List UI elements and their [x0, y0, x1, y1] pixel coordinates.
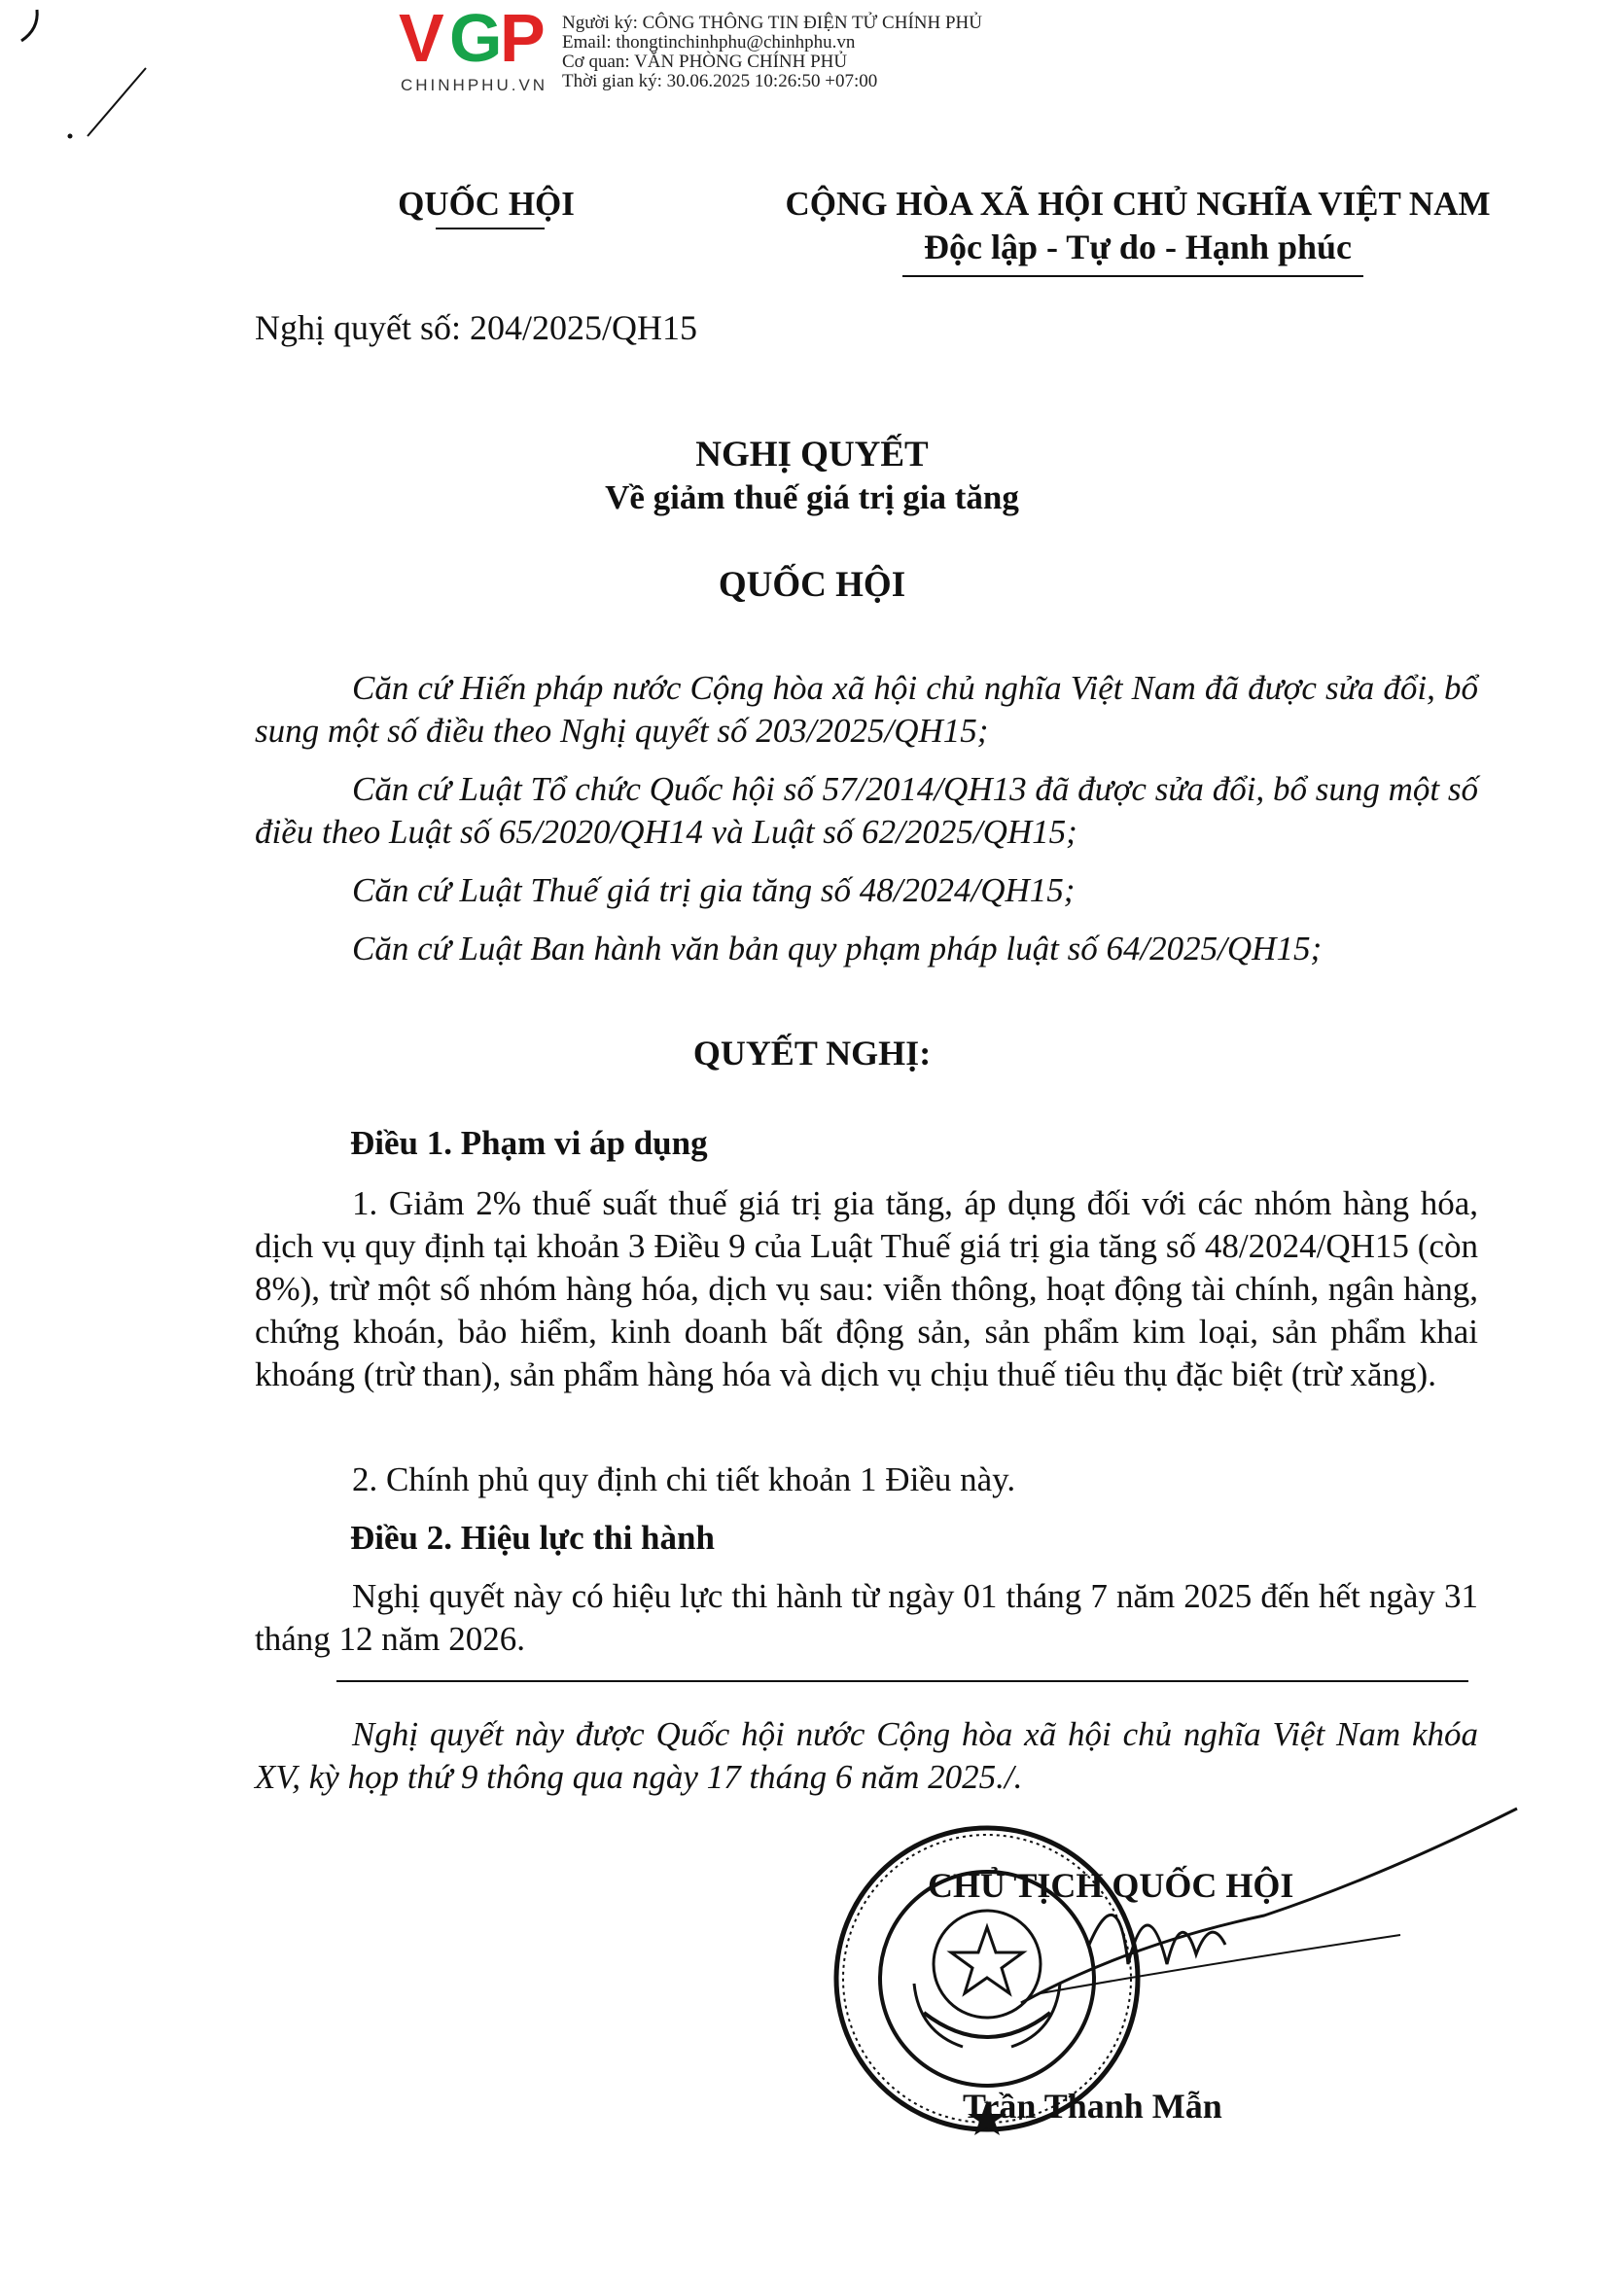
motto-underline	[902, 275, 1363, 277]
article-paragraph: Nghị quyết này có hiệu lực thi hành từ ngày 01 tháng 7 năm 2025 đến hết ngày 31 tháng 12 năm 2026.	[255, 1577, 1478, 1658]
article-heading: Điều 2. Hiệu lực thi hành	[350, 1519, 715, 1557]
preamble-item: Căn cứ Luật Tổ chức Quốc hội số 57/2014/QH13 đã được sửa đổi, bổ sung một số điều theo Luật số 65/2020/QH14 và Luật số 62/2025/QH15;	[255, 770, 1478, 851]
issuing-body: QUỐC HỘI	[718, 565, 906, 605]
vgp-logo-letter: V	[399, 0, 444, 76]
document-type: NGHỊ QUYẾT	[695, 435, 929, 475]
signer-agency: Cơ quan: VĂN PHÒNG CHÍNH PHỦ	[562, 52, 848, 72]
issuer-name: QUỐC HỘI	[398, 185, 575, 223]
separator	[336, 1680, 1468, 1682]
vgp-logo	[399, 0, 559, 76]
preamble-item: Căn cứ Hiến pháp nước Cộng hòa xã hội chủ nghĩa Việt Nam đã được sửa đổi, bổ sung một số điều theo Nghị quyết số 203/2025/QH15;	[255, 669, 1478, 750]
document-subject: Về giảm thuế giá trị gia tăng	[605, 478, 1019, 516]
preamble-item: Căn cứ Luật Ban hành văn bản quy phạm pháp luật số 64/2025/QH15;	[352, 930, 1323, 967]
signature-metadata	[562, 14, 982, 91]
signatory-name: Trần Thanh Mẫn	[963, 2087, 1222, 2126]
signatory-title: CHỦ TỊCH QUỐC HỘI	[928, 1866, 1294, 1905]
signer-email: Email: thongtinchinhphu@chinhphu.vn	[562, 32, 856, 53]
decision-heading: QUYẾT NGHỊ:	[692, 1034, 932, 1072]
document-number: Nghị quyết số: 204/2025/QH15	[255, 308, 697, 347]
issuer-underline	[436, 228, 545, 229]
preamble-item: Căn cứ Luật Thuế giá trị gia tăng số 48/2024/QH15;	[352, 871, 1076, 909]
scan-marks	[0, 0, 194, 156]
handwritten-signature	[1011, 1799, 1556, 2032]
article-heading: Điều 1. Phạm vi áp dụng	[350, 1124, 708, 1162]
article-paragraph: 2. Chính phủ quy định chi tiết khoản 1 Điều này.	[352, 1460, 1016, 1498]
signed-time: Thời gian ký: 30.06.2025 10:26:50 +07:00	[562, 71, 878, 91]
article-paragraph: 1. Giảm 2% thuế suất thuế giá trị gia tăng, áp dụng đối với các nhóm hàng hóa, dịch vụ quy định tại khoản 3 Điều 9 của Luật Thuế giá trị gia tăng số 48/2024/QH15 (còn 8%), trừ một số nhóm hàng hóa, dịch vụ sau: viễn thông, hoạt động tài chính, ngân hàng, chứng khoán, bảo hiểm, kinh doanh bất động sản, sản phẩm kim loại, sản phẩm khai khoáng (trừ than), sản phẩm hàng hóa và dịch vụ chịu thuế tiêu thụ đặc biệt (trừ xăng).	[255, 1184, 1478, 1393]
nation-name: CỘNG HÒA XÃ HỘI CHỦ NGHĨA VIỆT NAM	[785, 185, 1491, 223]
signer-name: Người ký: CÔNG THÔNG TIN ĐIỆN TỬ CHÍNH PHỦ	[562, 13, 982, 33]
vgp-domain: CHINHPHU.VN	[401, 76, 548, 94]
vgp-logo-letter: P	[500, 0, 546, 76]
vgp-logo-letter: G	[449, 0, 503, 76]
national-motto: Độc lập - Tự do - Hạnh phúc	[923, 228, 1353, 266]
closing-statement: Nghị quyết này được Quốc hội nước Cộng hòa xã hội chủ nghĩa Việt Nam khóa XV, kỳ họp thứ 9 thông qua ngày 17 tháng 6 năm 2025./.	[255, 1715, 1478, 1796]
